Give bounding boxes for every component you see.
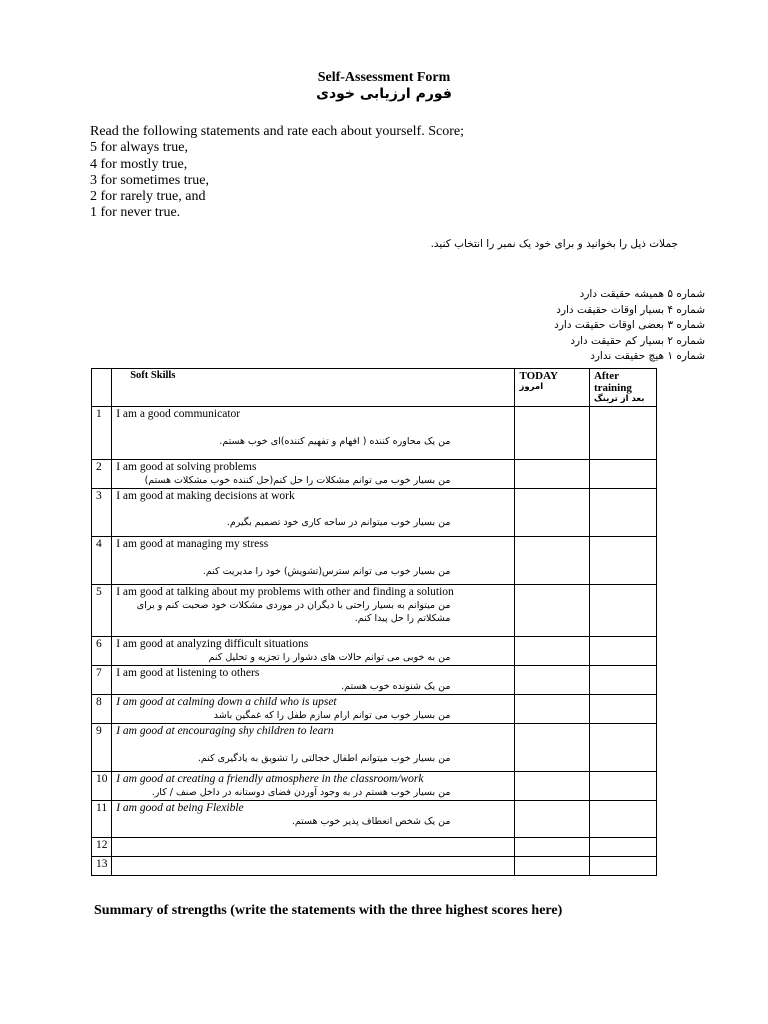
row-number: 3 [92, 489, 112, 537]
skill-statement-en: I am good at solving problems [116, 461, 257, 473]
after-training-score-cell[interactable] [589, 585, 656, 637]
after-training-score-cell[interactable] [589, 537, 656, 585]
skill-statement-en: I am good at encouraging shy children to learn [116, 725, 334, 737]
skill-statement-en: I am good at making decisions at work [116, 490, 295, 502]
skill-statement-cell [112, 801, 515, 838]
skill-statement-fa: من یک محاوره کننده ( افهام و تفهیم کننده)ای خوب هستم. [219, 436, 451, 447]
instructions-en [90, 124, 710, 222]
row-number: 4 [92, 537, 112, 585]
today-score-cell[interactable] [515, 772, 589, 801]
today-score-cell[interactable] [515, 407, 589, 460]
after-training-score-cell[interactable] [589, 637, 656, 666]
today-score-cell[interactable] [515, 857, 589, 876]
skill-statement-fa: من بسیار خوب می توانم ارام سازم طفل را که غمگین باشد [213, 710, 451, 721]
form-subtitle-fa: فورم ارزیابی خودی [316, 86, 452, 102]
today-score-cell[interactable] [515, 724, 589, 772]
score-legend-line: شماره ۵ همیشه حقیقت دارد [579, 288, 705, 300]
row-number: 2 [92, 460, 112, 489]
skill-statement-cell [112, 537, 515, 585]
row-number: 13 [92, 857, 112, 876]
skill-statement-cell [112, 772, 515, 801]
after-training-score-cell[interactable] [589, 838, 656, 857]
header-today-label: TODAY [519, 370, 558, 382]
row-number: 11 [92, 801, 112, 838]
table-row [92, 724, 657, 772]
table-row [92, 801, 657, 838]
header-after-fa: بعد از ترینگ [593, 394, 645, 404]
row-number: 8 [92, 695, 112, 724]
after-training-score-cell[interactable] [589, 801, 656, 838]
skill-statement-fa: من یک شخص انعطاف پذیر خوب هستم. [291, 816, 451, 827]
today-score-cell[interactable] [515, 637, 589, 666]
header-today-fa: امروز [519, 382, 544, 392]
skill-statement-en: I am good at managing my stress [116, 538, 269, 550]
today-score-cell[interactable] [515, 695, 589, 724]
table-row [92, 407, 657, 460]
today-score-cell[interactable] [515, 537, 589, 585]
skill-statement-cell [112, 489, 515, 537]
header-soft-skills [112, 369, 515, 407]
today-score-cell[interactable] [515, 666, 589, 695]
skill-statement-cell [112, 585, 515, 637]
skill-statement-cell [112, 857, 515, 876]
table-row [92, 857, 657, 876]
table-row [92, 489, 657, 537]
skill-statement-cell [112, 460, 515, 489]
after-training-score-cell[interactable] [589, 772, 656, 801]
skill-statement-en: I am good at analyzing difficult situations [116, 638, 309, 650]
skill-statement-fa: من بسیار خوب هستم در به وجود آوردن فضای دوستانه در داخل صنف / کار. [151, 787, 451, 798]
today-score-cell[interactable] [515, 460, 589, 489]
skill-statement-en: I am good at calming down a child who is upset [116, 696, 337, 708]
instructions-fa: جملات ذیل را بخوانید و برای خود یک نمبر را انتخاب کنید. [430, 238, 678, 250]
after-training-score-cell[interactable] [589, 407, 656, 460]
table-header-row [92, 369, 657, 407]
score-legend-line: شماره ۳ بعضی اوقات حقیقت دارد [554, 319, 705, 331]
skill-statement-cell [112, 724, 515, 772]
skill-statement-en: I am good at creating a friendly atmosphere in the classroom/work [116, 773, 424, 785]
after-training-score-cell[interactable] [589, 857, 656, 876]
row-number: 1 [92, 407, 112, 460]
skill-statement-cell [112, 838, 515, 857]
summary-of-strengths: Summary of strengths (write the statements with the three highest scores here) [94, 903, 563, 918]
header-after-label: After training [593, 370, 632, 394]
today-score-cell[interactable] [515, 489, 589, 537]
instruction-line: Read the following statements and rate each about yourself. Score; [90, 124, 464, 139]
skill-statement-fa: من میتوانم به بسیار راحتی با دیگران در موردی مشکلات خود صحبت کنم و برای مشکلاتم را حل پیدا کنم. [136, 600, 451, 624]
row-number: 5 [92, 585, 112, 637]
instruction-line: 3 for sometimes true, [90, 172, 209, 188]
today-score-cell[interactable] [515, 801, 589, 838]
skill-statement-en: I am good at talking about my problems with other and finding a solution [116, 586, 454, 598]
header-number-cell [92, 369, 112, 407]
skill-statement-cell [112, 637, 515, 666]
skill-statement-fa: من بسیار خوب میتوانم اطفال خجالتی را تشویق به یادگیری کنم. [197, 753, 451, 764]
skill-statement-en: I am a good communicator [116, 408, 241, 420]
instruction-line: 5 for always true, [90, 140, 188, 156]
row-number: 9 [92, 724, 112, 772]
self-assessment-table [91, 368, 657, 876]
table-row [92, 772, 657, 801]
header-after-training [589, 369, 656, 407]
score-legend-line: شماره ۴ بسیار اوقات حقیقت دارد [556, 303, 705, 316]
after-training-score-cell[interactable] [589, 695, 656, 724]
score-legend-fa [554, 287, 705, 365]
score-legend-line: شماره ۱ هیچ حقیقت ندارد [590, 350, 705, 362]
score-legend-line: شماره ۲ بسیار کم حقیقت دارد [570, 334, 705, 347]
table-row [92, 695, 657, 724]
skill-statement-en: I am good at being Flexible [116, 802, 244, 814]
skill-statement-fa: من بسیار خوب می توانم مشکلات را حل کنم(حل کننده خوب مشکلات هستم) [144, 475, 451, 486]
table-row [92, 637, 657, 666]
skill-statement-cell [112, 695, 515, 724]
row-number: 12 [92, 838, 112, 857]
table-row [92, 460, 657, 489]
skill-statement-cell [112, 407, 515, 460]
today-score-cell[interactable] [515, 585, 589, 637]
after-training-score-cell[interactable] [589, 724, 656, 772]
row-number: 10 [92, 772, 112, 801]
today-score-cell[interactable] [515, 838, 589, 857]
header-soft-skills-label: Soft Skills [130, 370, 176, 381]
row-number: 6 [92, 637, 112, 666]
skill-statement-fa: من بسیار خوب می توانم سترس(تشویش) خود را مدیریت کنم. [202, 566, 451, 577]
header-today [515, 369, 589, 407]
skill-statement-fa: من بسیار خوب میتوانم در ساحه کاری خود تصمیم بگیرم. [226, 517, 451, 528]
after-training-score-cell[interactable] [589, 666, 656, 695]
instruction-line: 1 for never true. [90, 205, 181, 221]
instruction-line: 4 for mostly true, [90, 156, 188, 172]
table-row [92, 838, 657, 857]
form-title: Self-Assessment Form [317, 70, 451, 85]
table-row [92, 666, 657, 695]
row-number: 7 [92, 666, 112, 695]
skill-statement-fa: من به خوبی می توانم حالات های دشوار را تجزیه و تحلیل کنم [208, 652, 451, 663]
after-training-score-cell[interactable] [589, 489, 656, 537]
table-row [92, 585, 657, 637]
after-training-score-cell[interactable] [589, 460, 656, 489]
table-row [92, 537, 657, 585]
skill-statement-cell [112, 666, 515, 695]
instruction-line: 2 for rarely true, and [90, 189, 206, 205]
skill-statement-en: I am good at listening to others [116, 667, 260, 679]
skill-statement-fa: من یک شنونده خوب هستم. [341, 681, 451, 692]
